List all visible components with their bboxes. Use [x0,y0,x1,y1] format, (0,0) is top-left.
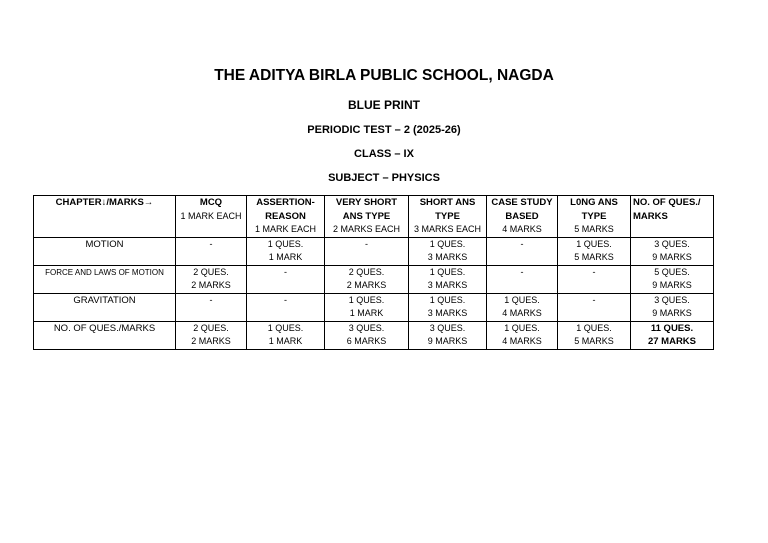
column-header-long: L0NG ANS TYPE 5 MARKS [558,196,631,238]
table-cell [558,265,631,293]
cell-line: 4 MARKS [502,336,542,346]
cell-line: 2 QUES. [193,322,229,333]
chapter-cell: MOTION [34,237,176,265]
cell-line: - [520,266,524,277]
table-cell [247,293,325,321]
cell-line: - [209,238,213,249]
column-header-assertion-reason: ASSERTION-REASON 1 MARK EACH [247,196,325,238]
cell-line: 1 QUES. [267,238,304,249]
table-row [34,293,714,321]
cell-line: 1 MARK [268,336,303,346]
column-header-short: SHORT ANS TYPE 3 MARKS EACH [409,196,487,238]
cell-line: 5 MARKS [574,252,614,262]
table-cell [409,265,487,293]
cell-line: 9 MARKS [652,280,692,290]
cell-line: 9 MARKS [427,336,468,346]
cell-line: 9 MARKS [652,308,692,318]
table-cell [247,265,325,293]
cell-line: 2 MARKS [191,336,231,346]
cell-line: 1 QUES. [576,238,612,249]
column-header-case-study: CASE STUDY BASED 4 MARKS [487,196,558,238]
school-name: THE ADITYA BIRLA PUBLIC SCHOOL, NAGDA [214,67,554,84]
cell-line: 1 QUES. [576,322,612,333]
chapter-cell: NO. OF QUES./MARKS [34,321,176,349]
cell-line: - [592,266,596,277]
table-cell [487,293,558,321]
table-row [34,237,714,265]
column-header-mcq: MCQ 1 MARK EACH [176,196,247,238]
table-cell [487,237,558,265]
cell-line: 2 QUES. [348,266,385,277]
cell-line: 3 MARKS [427,252,468,262]
cell-line: - [520,238,524,249]
cell-line: 1 QUES. [504,294,540,305]
cell-line: 3 MARKS [427,280,468,290]
column-header-chapter: CHAPTER↓/MARKS→ [34,196,176,238]
column-header-total: NO. OF QUES./ MARKS [631,196,714,238]
cell-line: 3 MARKS [427,308,468,318]
cell-line: 1 QUES. [429,294,466,305]
cell-line: - [592,294,596,305]
class-label: CLASS – IX [354,148,414,160]
cell-line: 9 MARKS [652,252,692,262]
table-cell [631,237,714,265]
cell-line: 1 QUES. [429,266,466,277]
cell-line: 11 QUES. [650,322,694,334]
table-cell [487,321,558,349]
cell-line: - [284,266,287,277]
exam-name: PERIODIC TEST – 2 (2025-26) [307,124,461,136]
table-cell [631,293,714,321]
table-cell [176,293,247,321]
cell-line: 6 MARKS [346,336,387,346]
cell-line: 1 QUES. [429,238,466,249]
table-cell [409,237,487,265]
blueprint-table-body [34,237,714,349]
cell-line: 3 QUES. [654,294,690,305]
table-cell [247,237,325,265]
column-header-very-short: VERY SHORT ANS TYPE 2 MARKS EACH [325,196,409,238]
table-cell [631,321,714,349]
cell-line: 1 QUES. [504,322,540,333]
table-header-row [34,196,714,238]
cell-line: - [284,294,287,305]
cell-line: 2 MARKS [191,280,231,290]
blueprint-table [33,195,714,350]
table-cell [409,321,487,349]
cell-line: 5 QUES. [654,266,690,277]
table-cell [176,237,247,265]
table-cell [325,265,409,293]
document-title: BLUE PRINT [348,98,420,112]
table-cell [325,237,409,265]
cell-line: 1 MARK [268,252,303,262]
subject-label: SUBJECT – PHYSICS [328,172,440,184]
cell-line: 1 QUES. [267,322,304,333]
table-cell [247,321,325,349]
table-cell [176,265,247,293]
cell-line: 2 MARKS [346,280,387,290]
table-row [34,321,714,349]
cell-line: 3 QUES. [348,322,385,333]
cell-line: - [365,238,368,249]
table-cell [558,321,631,349]
cell-line: 4 MARKS [502,308,542,318]
cell-line: 3 QUES. [429,322,466,333]
cell-line: 1 QUES. [348,294,385,305]
cell-line: 5 MARKS [574,336,614,346]
cell-line: 3 QUES. [654,238,690,249]
cell-line: 1 MARK [349,308,384,318]
chapter-cell: FORCE AND LAWS OF MOTION [34,265,176,293]
table-cell [176,321,247,349]
cell-line: 2 QUES. [193,266,229,277]
table-cell [558,237,631,265]
cell-line: - [209,294,213,305]
table-cell [325,321,409,349]
table-cell [409,293,487,321]
table-cell [558,293,631,321]
table-cell [325,293,409,321]
chapter-cell: GRAVITATION [34,293,176,321]
cell-line: 27 MARKS [647,336,697,347]
table-cell [487,265,558,293]
table-cell [631,265,714,293]
table-row [34,265,714,293]
